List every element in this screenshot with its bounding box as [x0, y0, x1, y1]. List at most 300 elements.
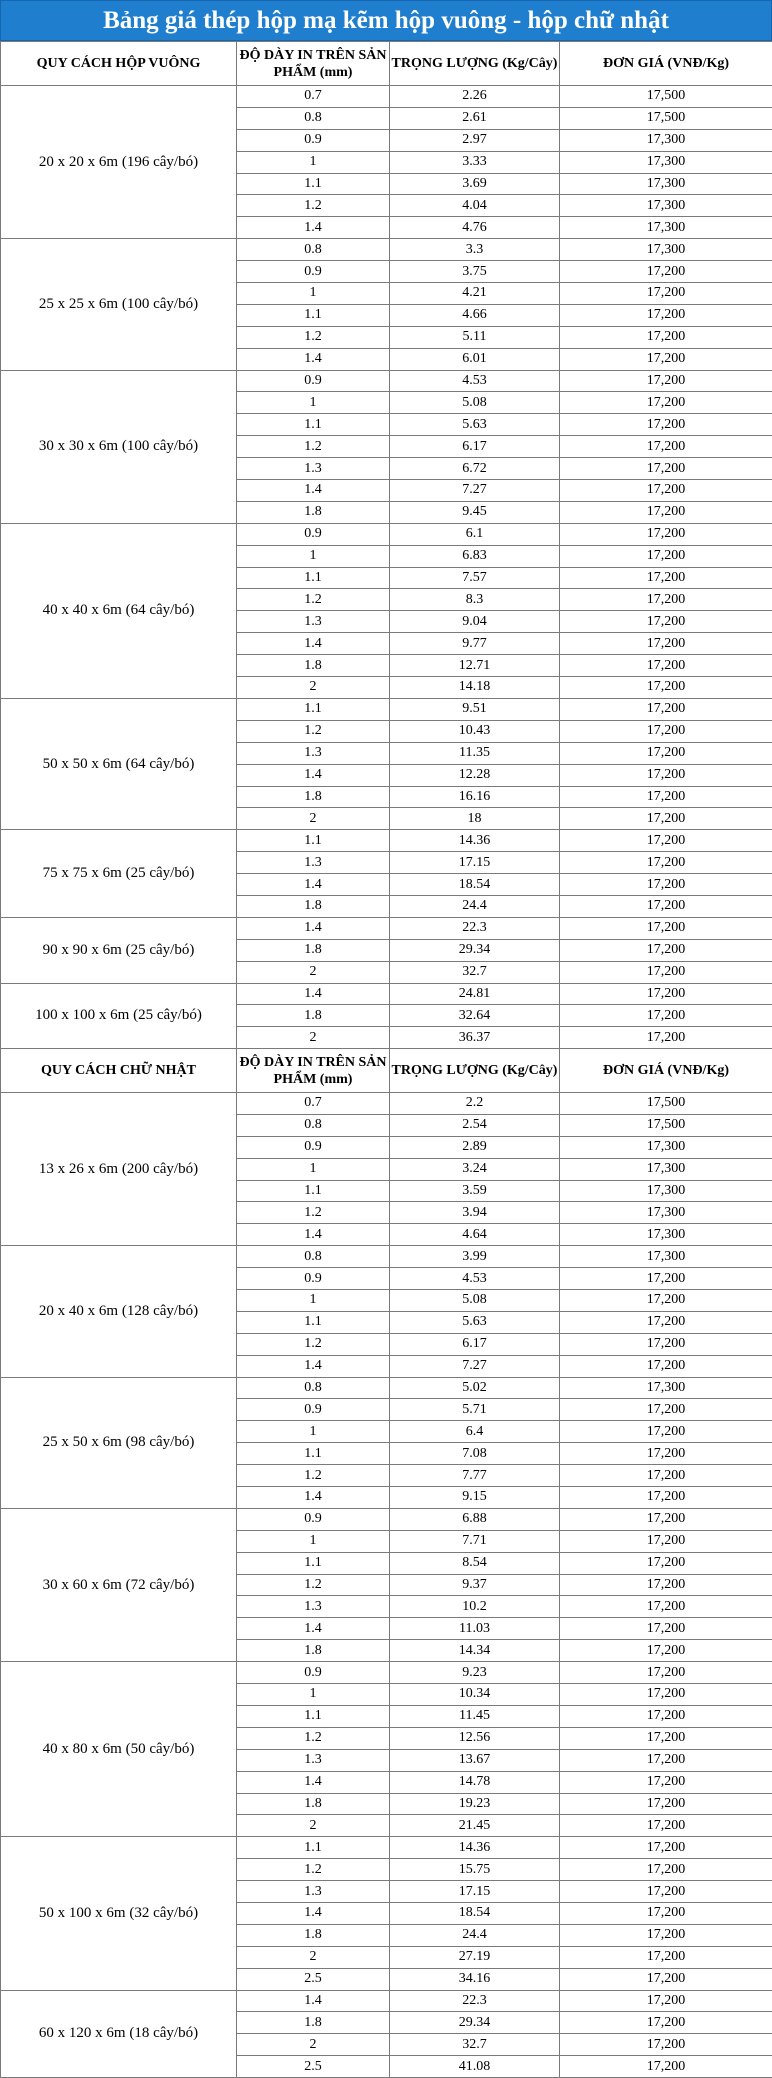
weight-cell: 4.53 [390, 1268, 560, 1290]
thickness-cell: 0.9 [237, 1508, 390, 1530]
weight-cell: 7.71 [390, 1530, 560, 1552]
weight-cell: 24.81 [390, 983, 560, 1005]
weight-cell: 18.54 [390, 874, 560, 896]
thickness-cell: 1.3 [237, 611, 390, 633]
thickness-cell: 0.9 [237, 1662, 390, 1684]
price-cell: 17,200 [560, 808, 772, 830]
thickness-cell: 1.8 [237, 1005, 390, 1027]
thickness-cell: 0.9 [237, 129, 390, 151]
price-cell: 17,200 [560, 589, 772, 611]
weight-cell: 7.77 [390, 1465, 560, 1487]
price-cell: 17,200 [560, 720, 772, 742]
spec-cell: 40 x 80 x 6m (50 cây/bó) [1, 1662, 237, 1837]
weight-cell: 2.54 [390, 1114, 560, 1136]
col-header-price: ĐƠN GIÁ (VNĐ/Kg) [560, 1049, 772, 1093]
price-cell: 17,200 [560, 1333, 772, 1355]
price-cell: 17,300 [560, 1246, 772, 1268]
price-cell: 17,200 [560, 874, 772, 896]
table-row [1, 86, 772, 108]
price-cell: 17,200 [560, 2012, 772, 2034]
weight-cell: 10.34 [390, 1684, 560, 1706]
weight-cell: 6.01 [390, 348, 560, 370]
thickness-cell: 2 [237, 808, 390, 830]
weight-cell: 29.34 [390, 939, 560, 961]
thickness-cell: 1.4 [237, 1355, 390, 1377]
price-cell: 17,200 [560, 1902, 772, 1924]
thickness-cell: 1.1 [237, 1552, 390, 1574]
price-cell: 17,200 [560, 1684, 772, 1706]
price-cell: 17,200 [560, 1705, 772, 1727]
thickness-cell: 0.9 [237, 1268, 390, 1290]
price-cell: 17,200 [560, 830, 772, 852]
price-cell: 17,200 [560, 633, 772, 655]
price-cell: 17,200 [560, 1574, 772, 1596]
rect-header-row [1, 1049, 772, 1093]
weight-cell: 11.45 [390, 1705, 560, 1727]
price-cell: 17,200 [560, 895, 772, 917]
spec-cell: 25 x 50 x 6m (98 cây/bó) [1, 1377, 237, 1508]
weight-cell: 3.24 [390, 1158, 560, 1180]
weight-cell: 3.75 [390, 261, 560, 283]
price-cell: 17,200 [560, 523, 772, 545]
weight-cell: 21.45 [390, 1815, 560, 1837]
weight-cell: 13.67 [390, 1749, 560, 1771]
price-cell: 17,200 [560, 436, 772, 458]
price-cell: 17,200 [560, 1508, 772, 1530]
thickness-cell: 1.2 [237, 1333, 390, 1355]
thickness-cell: 0.9 [237, 261, 390, 283]
price-cell: 17,500 [560, 86, 772, 108]
spec-cell: 100 x 100 x 6m (25 cây/bó) [1, 983, 237, 1049]
square-price-table [0, 41, 772, 1049]
weight-cell: 17.15 [390, 852, 560, 874]
price-cell: 17,200 [560, 370, 772, 392]
weight-cell: 9.04 [390, 611, 560, 633]
price-cell: 17,200 [560, 261, 772, 283]
price-cell: 17,200 [560, 2056, 772, 2078]
price-cell: 17,200 [560, 1596, 772, 1618]
thickness-cell: 1.2 [237, 1859, 390, 1881]
spec-cell: 50 x 50 x 6m (64 cây/bó) [1, 698, 237, 829]
thickness-cell: 1 [237, 1421, 390, 1443]
price-cell: 17,200 [560, 764, 772, 786]
thickness-cell: 1.3 [237, 1749, 390, 1771]
table-row [1, 1246, 772, 1268]
weight-cell: 9.37 [390, 1574, 560, 1596]
thickness-cell: 0.9 [237, 1136, 390, 1158]
thickness-cell: 1.1 [237, 304, 390, 326]
weight-cell: 32.7 [390, 961, 560, 983]
weight-cell: 36.37 [390, 1027, 560, 1049]
col-header-weight: TRỌNG LƯỢNG (Kg/Cây) [390, 1049, 560, 1093]
thickness-cell: 0.9 [237, 1399, 390, 1421]
weight-cell: 2.2 [390, 1093, 560, 1115]
weight-cell: 2.61 [390, 107, 560, 129]
thickness-cell: 1 [237, 151, 390, 173]
thickness-cell: 1.4 [237, 983, 390, 1005]
thickness-cell: 2.5 [237, 2056, 390, 2078]
rect-table-body [1, 1093, 772, 2078]
price-cell: 17,200 [560, 983, 772, 1005]
thickness-cell: 1.4 [237, 1487, 390, 1509]
thickness-cell: 1 [237, 1530, 390, 1552]
price-cell: 17,300 [560, 151, 772, 173]
weight-cell: 6.83 [390, 545, 560, 567]
price-cell: 17,200 [560, 1487, 772, 1509]
price-cell: 17,200 [560, 1815, 772, 1837]
thickness-cell: 1.1 [237, 414, 390, 436]
price-cell: 17,200 [560, 1421, 772, 1443]
col-header-spec: QUY CÁCH HỘP VUÔNG [1, 42, 237, 86]
weight-cell: 5.11 [390, 326, 560, 348]
thickness-cell: 1.4 [237, 1990, 390, 2012]
price-cell: 17,200 [560, 1968, 772, 1990]
price-cell: 17,300 [560, 173, 772, 195]
weight-cell: 3.59 [390, 1180, 560, 1202]
price-cell: 17,200 [560, 348, 772, 370]
thickness-cell: 1.8 [237, 501, 390, 523]
thickness-cell: 1.1 [237, 173, 390, 195]
thickness-cell: 1.3 [237, 458, 390, 480]
weight-cell: 9.51 [390, 698, 560, 720]
spec-cell: 50 x 100 x 6m (32 cây/bó) [1, 1837, 237, 1990]
price-cell: 17,200 [560, 283, 772, 305]
price-cell: 17,200 [560, 1443, 772, 1465]
thickness-cell: 1 [237, 1684, 390, 1706]
price-cell: 17,200 [560, 1290, 772, 1312]
weight-cell: 2.26 [390, 86, 560, 108]
weight-cell: 4.76 [390, 217, 560, 239]
weight-cell: 29.34 [390, 2012, 560, 2034]
spec-cell: 25 x 25 x 6m (100 cây/bó) [1, 239, 237, 370]
weight-cell: 12.71 [390, 655, 560, 677]
weight-cell: 11.35 [390, 742, 560, 764]
table-row [1, 1990, 772, 2012]
square-header-row [1, 42, 772, 86]
weight-cell: 17.15 [390, 1881, 560, 1903]
price-cell: 17,200 [560, 392, 772, 414]
thickness-cell: 1.8 [237, 2012, 390, 2034]
price-cell: 17,300 [560, 1180, 772, 1202]
spec-cell: 13 x 26 x 6m (200 cây/bó) [1, 1093, 237, 1246]
weight-cell: 4.21 [390, 283, 560, 305]
weight-cell: 16.16 [390, 786, 560, 808]
thickness-cell: 0.8 [237, 1246, 390, 1268]
table-row [1, 239, 772, 261]
price-cell: 17,300 [560, 217, 772, 239]
weight-cell: 7.27 [390, 1355, 560, 1377]
thickness-cell: 1.8 [237, 895, 390, 917]
weight-cell: 2.97 [390, 129, 560, 151]
price-cell: 17,200 [560, 1268, 772, 1290]
spec-cell: 30 x 60 x 6m (72 cây/bó) [1, 1508, 237, 1661]
thickness-cell: 0.9 [237, 370, 390, 392]
weight-cell: 22.3 [390, 917, 560, 939]
price-cell: 17,300 [560, 195, 772, 217]
weight-cell: 10.2 [390, 1596, 560, 1618]
thickness-cell: 1.8 [237, 1793, 390, 1815]
thickness-cell: 1.8 [237, 1640, 390, 1662]
price-cell: 17,200 [560, 677, 772, 699]
price-cell: 17,200 [560, 1465, 772, 1487]
weight-cell: 2.89 [390, 1136, 560, 1158]
price-cell: 17,300 [560, 1377, 772, 1399]
price-cell: 17,200 [560, 742, 772, 764]
thickness-cell: 1.3 [237, 1881, 390, 1903]
weight-cell: 9.15 [390, 1487, 560, 1509]
col-header-thickness: ĐỘ DÀY IN TRÊN SẢN PHẨM (mm) [237, 42, 390, 86]
thickness-cell: 1.2 [237, 326, 390, 348]
price-cell: 17,500 [560, 1093, 772, 1115]
price-cell: 17,200 [560, 1640, 772, 1662]
thickness-cell: 1.4 [237, 874, 390, 896]
thickness-cell: 1.1 [237, 1180, 390, 1202]
thickness-cell: 1.4 [237, 217, 390, 239]
page-title: Bảng giá thép hộp mạ kẽm hộp vuông - hộp chữ nhật [0, 0, 772, 41]
weight-cell: 14.34 [390, 1640, 560, 1662]
price-cell: 17,300 [560, 239, 772, 261]
table-row [1, 1837, 772, 1859]
weight-cell: 4.04 [390, 195, 560, 217]
thickness-cell: 2 [237, 677, 390, 699]
thickness-cell: 1.1 [237, 567, 390, 589]
thickness-cell: 1.4 [237, 1902, 390, 1924]
price-cell: 17,200 [560, 1837, 772, 1859]
weight-cell: 5.02 [390, 1377, 560, 1399]
weight-cell: 15.75 [390, 1859, 560, 1881]
weight-cell: 6.17 [390, 1333, 560, 1355]
weight-cell: 14.78 [390, 1771, 560, 1793]
price-cell: 17,300 [560, 1202, 772, 1224]
col-header-thickness: ĐỘ DÀY IN TRÊN SẢN PHẨM (mm) [237, 1049, 390, 1093]
thickness-cell: 1 [237, 392, 390, 414]
weight-cell: 24.4 [390, 1924, 560, 1946]
weight-cell: 7.27 [390, 480, 560, 502]
weight-cell: 10.43 [390, 720, 560, 742]
weight-cell: 14.36 [390, 830, 560, 852]
weight-cell: 34.16 [390, 1968, 560, 1990]
spec-cell: 20 x 20 x 6m (196 cây/bó) [1, 86, 237, 239]
thickness-cell: 1.4 [237, 1618, 390, 1640]
weight-cell: 14.18 [390, 677, 560, 699]
thickness-cell: 1.3 [237, 742, 390, 764]
thickness-cell: 0.8 [237, 1114, 390, 1136]
price-cell: 17,200 [560, 917, 772, 939]
price-cell: 17,200 [560, 304, 772, 326]
weight-cell: 12.56 [390, 1727, 560, 1749]
weight-cell: 32.64 [390, 1005, 560, 1027]
weight-cell: 32.7 [390, 2034, 560, 2056]
price-cell: 17,200 [560, 961, 772, 983]
thickness-cell: 1.2 [237, 1727, 390, 1749]
price-cell: 17,200 [560, 852, 772, 874]
price-cell: 17,200 [560, 655, 772, 677]
price-cell: 17,200 [560, 1793, 772, 1815]
thickness-cell: 1.8 [237, 1924, 390, 1946]
thickness-cell: 1.4 [237, 917, 390, 939]
thickness-cell: 1 [237, 545, 390, 567]
weight-cell: 41.08 [390, 2056, 560, 2078]
price-cell: 17,200 [560, 1311, 772, 1333]
weight-cell: 5.63 [390, 1311, 560, 1333]
table-row [1, 1508, 772, 1530]
weight-cell: 5.71 [390, 1399, 560, 1421]
weight-cell: 8.3 [390, 589, 560, 611]
thickness-cell: 1.2 [237, 1574, 390, 1596]
price-cell: 17,300 [560, 1136, 772, 1158]
square-table-body [1, 86, 772, 1049]
weight-cell: 22.3 [390, 1990, 560, 2012]
weight-cell: 6.88 [390, 1508, 560, 1530]
weight-cell: 9.77 [390, 633, 560, 655]
weight-cell: 3.3 [390, 239, 560, 261]
weight-cell: 9.45 [390, 501, 560, 523]
price-cell: 17,200 [560, 939, 772, 961]
thickness-cell: 1.3 [237, 1596, 390, 1618]
weight-cell: 4.66 [390, 304, 560, 326]
col-header-price: ĐƠN GIÁ (VNĐ/Kg) [560, 42, 772, 86]
price-cell: 17,200 [560, 1027, 772, 1049]
thickness-cell: 2 [237, 1815, 390, 1837]
price-cell: 17,200 [560, 1005, 772, 1027]
thickness-cell: 1.1 [237, 698, 390, 720]
price-cell: 17,200 [560, 1399, 772, 1421]
thickness-cell: 2 [237, 1027, 390, 1049]
weight-cell: 12.28 [390, 764, 560, 786]
table-row [1, 1377, 772, 1399]
thickness-cell: 1.1 [237, 830, 390, 852]
thickness-cell: 0.7 [237, 1093, 390, 1115]
weight-cell: 3.33 [390, 151, 560, 173]
weight-cell: 6.4 [390, 1421, 560, 1443]
price-cell: 17,200 [560, 611, 772, 633]
thickness-cell: 1.4 [237, 480, 390, 502]
price-cell: 17,300 [560, 1224, 772, 1246]
price-cell: 17,200 [560, 458, 772, 480]
thickness-cell: 1 [237, 1290, 390, 1312]
spec-cell: 90 x 90 x 6m (25 cây/bó) [1, 917, 237, 983]
weight-cell: 3.99 [390, 1246, 560, 1268]
weight-cell: 7.08 [390, 1443, 560, 1465]
price-cell: 17,500 [560, 1114, 772, 1136]
thickness-cell: 2 [237, 2034, 390, 2056]
price-cell: 17,200 [560, 698, 772, 720]
price-cell: 17,200 [560, 1771, 772, 1793]
weight-cell: 14.36 [390, 1837, 560, 1859]
table-row [1, 1093, 772, 1115]
thickness-cell: 1.4 [237, 633, 390, 655]
price-cell: 17,500 [560, 107, 772, 129]
spec-cell: 30 x 30 x 6m (100 cây/bó) [1, 370, 237, 523]
price-cell: 17,300 [560, 129, 772, 151]
price-cell: 17,200 [560, 2034, 772, 2056]
table-row [1, 917, 772, 939]
thickness-cell: 1.4 [237, 1224, 390, 1246]
table-row [1, 1662, 772, 1684]
weight-cell: 6.17 [390, 436, 560, 458]
thickness-cell: 1.8 [237, 655, 390, 677]
thickness-cell: 0.7 [237, 86, 390, 108]
weight-cell: 18.54 [390, 1902, 560, 1924]
thickness-cell: 1.2 [237, 195, 390, 217]
weight-cell: 3.94 [390, 1202, 560, 1224]
thickness-cell: 1.1 [237, 1443, 390, 1465]
weight-cell: 3.69 [390, 173, 560, 195]
spec-cell: 60 x 120 x 6m (18 cây/bó) [1, 1990, 237, 2078]
thickness-cell: 1 [237, 1158, 390, 1180]
weight-cell: 5.63 [390, 414, 560, 436]
col-header-weight: TRỌNG LƯỢNG (Kg/Cây) [390, 42, 560, 86]
thickness-cell: 1.1 [237, 1705, 390, 1727]
thickness-cell: 2 [237, 1946, 390, 1968]
thickness-cell: 2 [237, 961, 390, 983]
weight-cell: 8.54 [390, 1552, 560, 1574]
weight-cell: 9.23 [390, 1662, 560, 1684]
table-row [1, 698, 772, 720]
col-header-spec: QUY CÁCH CHỮ NHẬT [1, 1049, 237, 1093]
thickness-cell: 1.8 [237, 786, 390, 808]
weight-cell: 27.19 [390, 1946, 560, 1968]
weight-cell: 18 [390, 808, 560, 830]
price-cell: 17,200 [560, 1552, 772, 1574]
weight-cell: 5.08 [390, 392, 560, 414]
thickness-cell: 2.5 [237, 1968, 390, 1990]
weight-cell: 7.57 [390, 567, 560, 589]
price-cell: 17,200 [560, 501, 772, 523]
weight-cell: 19.23 [390, 1793, 560, 1815]
rect-price-table [0, 1048, 772, 2078]
weight-cell: 5.08 [390, 1290, 560, 1312]
weight-cell: 4.53 [390, 370, 560, 392]
weight-cell: 4.64 [390, 1224, 560, 1246]
price-cell: 17,200 [560, 1946, 772, 1968]
thickness-cell: 0.8 [237, 107, 390, 129]
price-cell: 17,200 [560, 545, 772, 567]
weight-cell: 6.72 [390, 458, 560, 480]
thickness-cell: 1.4 [237, 1771, 390, 1793]
spec-cell: 20 x 40 x 6m (128 cây/bó) [1, 1246, 237, 1377]
weight-cell: 24.4 [390, 895, 560, 917]
thickness-cell: 0.9 [237, 523, 390, 545]
price-cell: 17,200 [560, 326, 772, 348]
thickness-cell: 1.2 [237, 720, 390, 742]
thickness-cell: 1 [237, 283, 390, 305]
price-cell: 17,200 [560, 1530, 772, 1552]
price-cell: 17,200 [560, 786, 772, 808]
thickness-cell: 1.4 [237, 764, 390, 786]
weight-cell: 6.1 [390, 523, 560, 545]
thickness-cell: 1.8 [237, 939, 390, 961]
thickness-cell: 1.2 [237, 1465, 390, 1487]
table-row [1, 523, 772, 545]
thickness-cell: 1.2 [237, 436, 390, 458]
thickness-cell: 1.2 [237, 589, 390, 611]
price-cell: 17,200 [560, 1662, 772, 1684]
table-row [1, 983, 772, 1005]
thickness-cell: 1.2 [237, 1202, 390, 1224]
price-cell: 17,200 [560, 1727, 772, 1749]
thickness-cell: 1.3 [237, 852, 390, 874]
price-cell: 17,200 [560, 1618, 772, 1640]
table-row [1, 370, 772, 392]
price-cell: 17,200 [560, 1924, 772, 1946]
thickness-cell: 1.1 [237, 1311, 390, 1333]
spec-cell: 40 x 40 x 6m (64 cây/bó) [1, 523, 237, 698]
table-row [1, 830, 772, 852]
price-cell: 17,200 [560, 1749, 772, 1771]
price-cell: 17,200 [560, 1990, 772, 2012]
price-cell: 17,200 [560, 567, 772, 589]
